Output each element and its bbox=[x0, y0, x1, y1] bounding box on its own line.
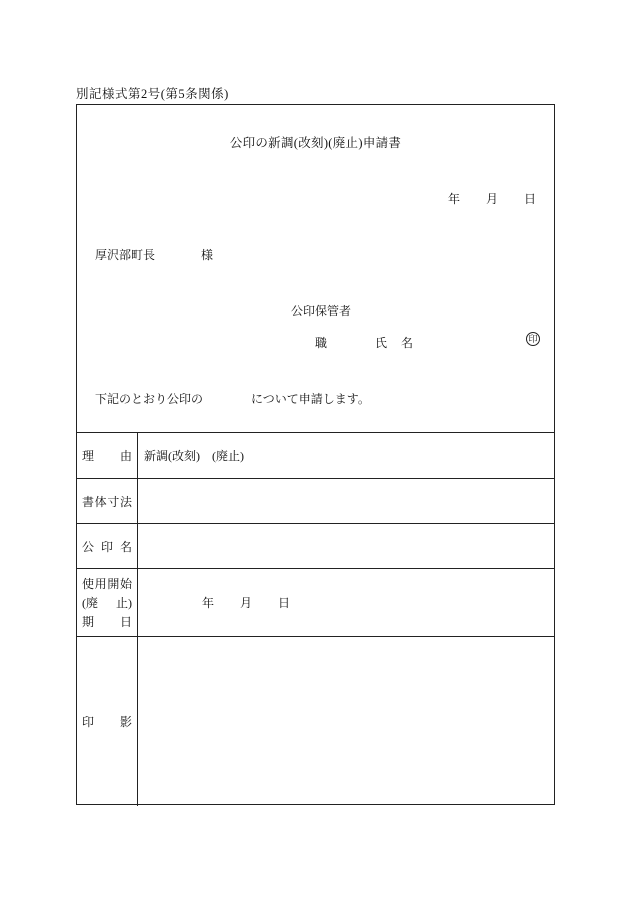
start-date-month-label: 月 bbox=[240, 596, 253, 610]
date-year-label: 年 bbox=[447, 192, 460, 206]
start-date-label-char: 開 bbox=[107, 577, 120, 591]
holder-name-line bbox=[315, 334, 413, 351]
due-date-label-line bbox=[82, 613, 132, 630]
reason-option-renew: 新調(改刻) bbox=[144, 449, 200, 463]
font-size-label-char: 寸 bbox=[107, 494, 120, 509]
impression-value-cell bbox=[138, 637, 554, 806]
font-size-label-char: 書 bbox=[82, 494, 95, 509]
statement-after: について申請します。 bbox=[251, 392, 370, 406]
addressee-name: 厚沢部町長 bbox=[95, 248, 156, 262]
table-row-reason bbox=[77, 433, 554, 479]
statement-before: 下記のとおり公印の bbox=[95, 392, 204, 406]
impression-label-cell bbox=[77, 637, 138, 806]
start-date-label-line bbox=[82, 575, 132, 592]
start-date-day-label: 日 bbox=[278, 596, 291, 610]
surname-label: 氏 bbox=[375, 336, 388, 350]
form-title: 公印の新調(改刻)(廃止)申請書 bbox=[229, 136, 402, 150]
due-date-label-char: 期 bbox=[82, 615, 95, 629]
abolish-label-part: (廃 bbox=[82, 596, 98, 610]
font-size-label-cell bbox=[77, 479, 138, 523]
table-row-seal-name bbox=[77, 524, 554, 569]
table-row-start-date bbox=[77, 569, 554, 637]
impression-label-char: 印 bbox=[82, 715, 95, 729]
table-row-seal-impression bbox=[77, 637, 554, 806]
reason-option-abolish: (廃止) bbox=[212, 449, 244, 463]
seal-mark: 印 bbox=[526, 332, 540, 346]
application-form bbox=[76, 104, 555, 805]
abolish-label-part: 止) bbox=[116, 596, 132, 610]
details-table bbox=[77, 432, 554, 806]
font-size-label-char: 体 bbox=[94, 494, 107, 509]
due-date-label-char: 日 bbox=[119, 615, 132, 629]
impression-label-char: 影 bbox=[119, 715, 132, 729]
seal-name-value-cell bbox=[138, 524, 554, 568]
abolish-label-line bbox=[82, 594, 132, 611]
addressee-honorific: 様 bbox=[201, 248, 214, 262]
reason-value-cell bbox=[138, 433, 554, 478]
start-date-label-char: 用 bbox=[94, 577, 107, 591]
start-date-label-cell bbox=[77, 569, 138, 636]
table-row-font-size bbox=[77, 479, 554, 524]
seal-name-label-char: 公 bbox=[82, 539, 95, 554]
start-date-label-char: 始 bbox=[119, 577, 132, 591]
date-month-label: 月 bbox=[485, 192, 498, 206]
start-date-year-label: 年 bbox=[202, 596, 215, 610]
seal-name-label-cell bbox=[77, 524, 138, 568]
application-date bbox=[448, 190, 536, 207]
reason-label-char: 由 bbox=[119, 449, 132, 463]
reason-label-cell bbox=[77, 433, 138, 478]
given-name-label: 名 bbox=[401, 336, 414, 350]
seal-name-label-char: 印 bbox=[100, 539, 113, 554]
seal-name-label-char: 名 bbox=[119, 539, 132, 554]
addressee bbox=[95, 246, 213, 263]
start-date-label-char: 使 bbox=[82, 577, 95, 591]
form-number-caption: 別記様式第2号(第5条関係) bbox=[76, 87, 229, 101]
post-label: 職 bbox=[315, 336, 328, 350]
form-header-section bbox=[77, 105, 554, 433]
date-day-label: 日 bbox=[523, 192, 536, 206]
start-date-value-cell bbox=[138, 569, 554, 636]
font-size-value-cell bbox=[138, 479, 554, 523]
application-statement bbox=[95, 390, 370, 407]
reason-label-char: 理 bbox=[82, 449, 95, 463]
seal-holder-label: 公印保管者 bbox=[291, 304, 352, 318]
font-size-label-char: 法 bbox=[119, 494, 132, 509]
